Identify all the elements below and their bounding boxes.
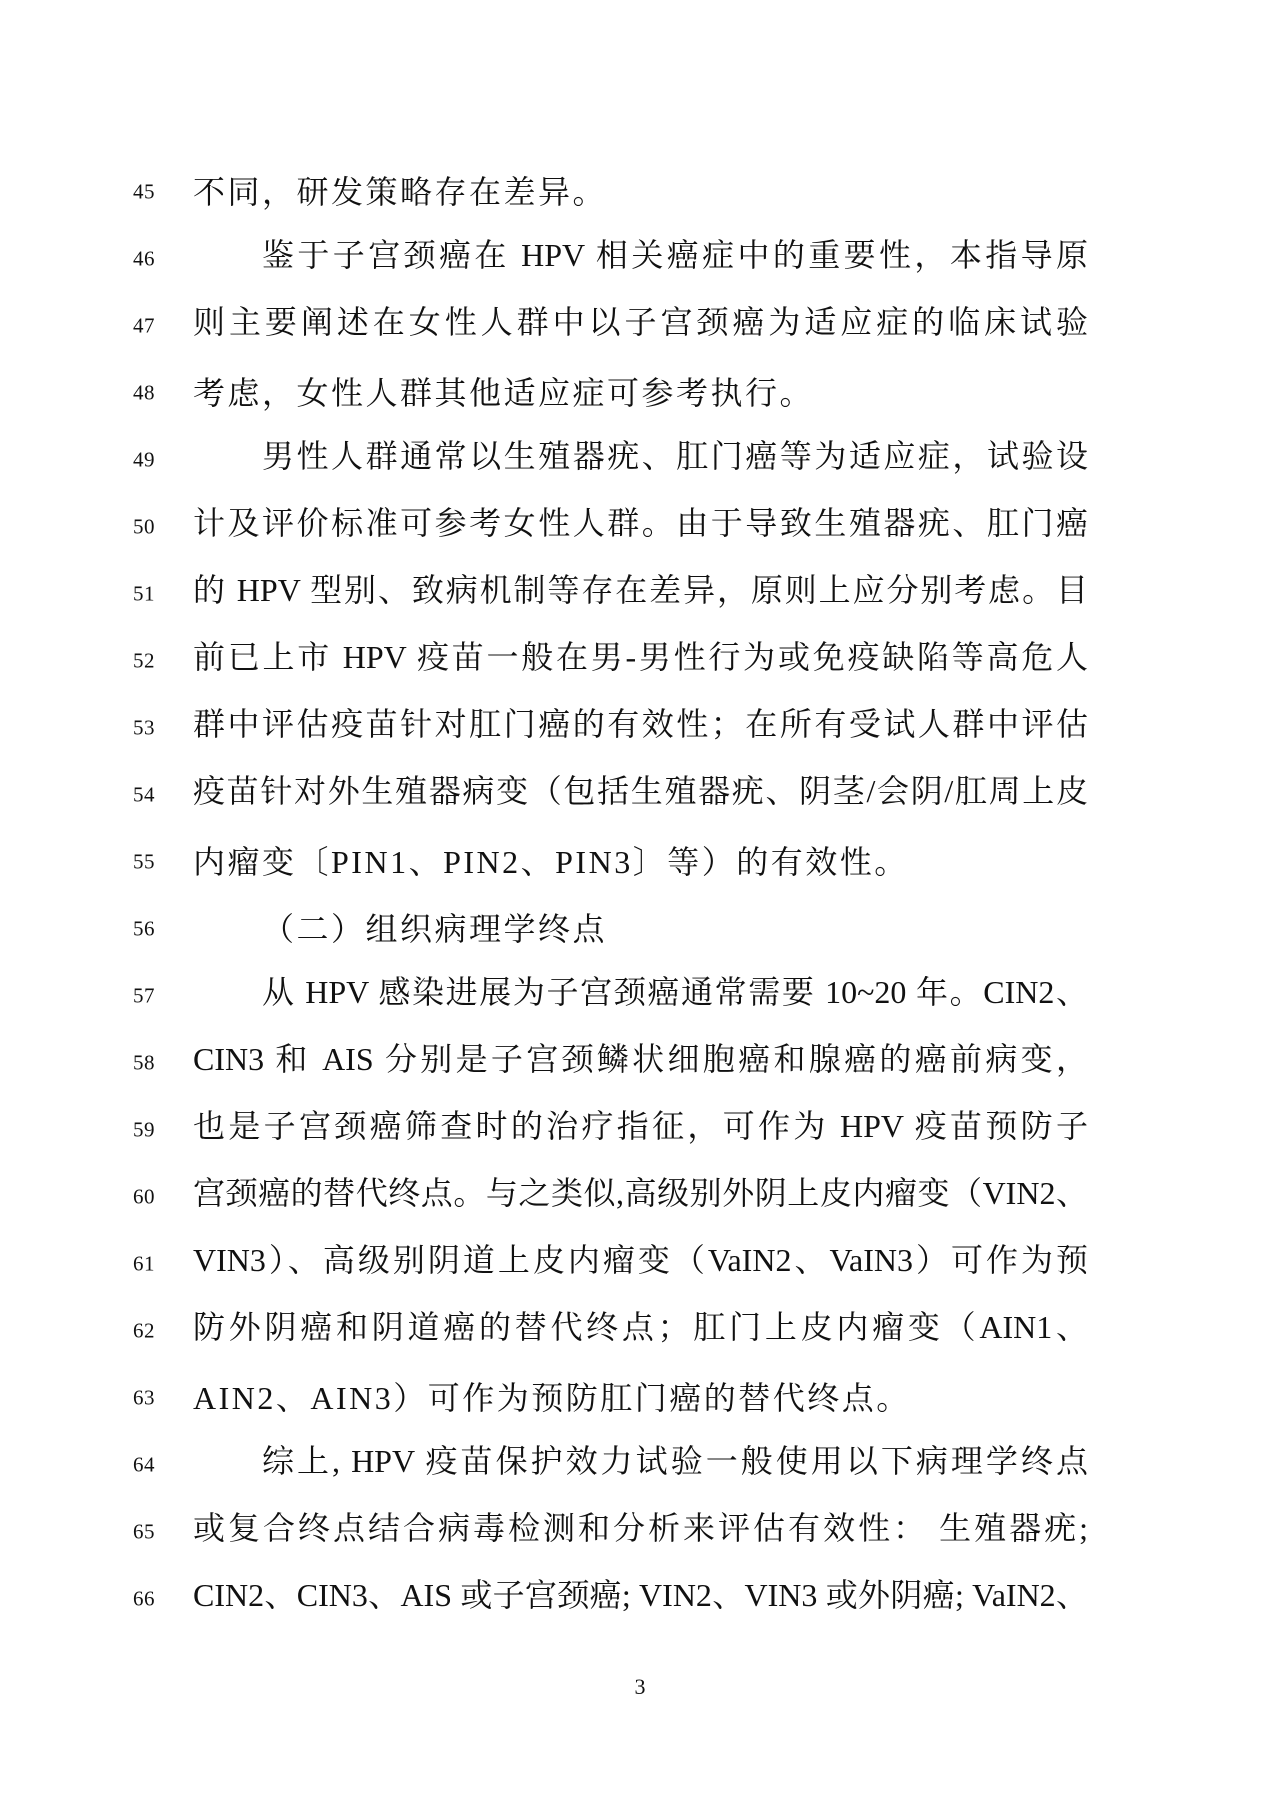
text-line (0, 1096, 1280, 1163)
line-text: （二）组织病理学终点 (262, 910, 608, 947)
line-text: VIN3）、高级别阴道上皮内瘤变（VaIN2、VaIN3）可作为预 (193, 1243, 1088, 1278)
text-line (0, 1163, 1280, 1230)
line-number: 49 (133, 447, 155, 471)
line-text: 的 HPV 型别、致病机制等存在差异，原则上应分别考虑。目 (193, 573, 1088, 608)
line-number: 54 (133, 782, 155, 806)
text-line (0, 225, 1280, 292)
line-text: 从 HPV 感染进展为子宫颈癌通常需要 10~20 年。CIN2、 (262, 975, 1088, 1010)
text-line (0, 493, 1280, 560)
line-text: 综上, HPV 疫苗保护效力试验一般使用以下病理学终点 (262, 1444, 1088, 1479)
line-number: 66 (133, 1586, 155, 1610)
text-line (0, 1498, 1280, 1565)
text-line (0, 359, 1280, 426)
line-text: CIN2、CIN3、AIS 或子宫颈癌; VIN2、VIN3 或外阴癌; VaIN2、 (193, 1578, 1088, 1613)
text-line (0, 426, 1280, 493)
text-line (0, 1029, 1280, 1096)
text-line (0, 1230, 1280, 1297)
line-number: 53 (133, 715, 155, 739)
text-line (0, 761, 1280, 828)
text-line (0, 292, 1280, 359)
line-number: 52 (133, 648, 155, 672)
line-text: 内瘤变〔PIN1、PIN2、PIN3〕等）的有效性。 (193, 843, 909, 880)
text-body (0, 158, 1280, 1632)
line-text: 考虑，女性人群其他适应症可参考执行。 (193, 374, 815, 411)
line-text: 或复合终点结合病毒检测和分析来评估有效性： 生殖器疣; (193, 1511, 1088, 1546)
line-number: 60 (133, 1184, 155, 1208)
line-number: 63 (133, 1385, 155, 1409)
line-text: CIN3 和 AIS 分别是子宫颈鳞状细胞癌和腺癌的癌前病变， (193, 1042, 1088, 1077)
line-number: 58 (133, 1050, 155, 1074)
line-number: 55 (133, 849, 155, 873)
page-number: 3 (634, 1674, 646, 1699)
line-number: 56 (133, 916, 155, 940)
line-number: 57 (133, 983, 155, 1007)
line-text: 前已上市 HPV 疫苗一般在男-男性行为或免疫缺陷等高危人 (193, 640, 1088, 675)
line-text: AIN2、AIN3）可作为预防肛门癌的替代终点。 (193, 1379, 911, 1416)
text-line (0, 1431, 1280, 1498)
line-text: 计及评价标准可参考女性人群。由于导致生殖器疣、肛门癌 (193, 506, 1088, 541)
text-line (0, 627, 1280, 694)
line-number: 46 (133, 246, 155, 270)
line-number: 48 (133, 380, 155, 404)
line-text: 宫颈癌的替代终点。与之类似,高级别外阴上皮内瘤变（VIN2、 (193, 1176, 1088, 1211)
line-text: 也是子宫颈癌筛查时的治疗指征，可作为 HPV 疫苗预防子 (193, 1109, 1088, 1144)
line-number: 50 (133, 514, 155, 538)
line-number: 62 (133, 1318, 155, 1342)
line-number: 47 (133, 313, 155, 337)
line-text: 疫苗针对外生殖器病变（包括生殖器疣、阴茎/会阴/肛周上皮 (193, 774, 1088, 809)
line-number: 59 (133, 1117, 155, 1141)
text-line (0, 694, 1280, 761)
line-number: 45 (133, 179, 155, 203)
text-line (0, 962, 1280, 1029)
text-line (0, 560, 1280, 627)
line-text: 则主要阐述在女性人群中以子宫颈癌为适应症的临床试验 (193, 305, 1088, 340)
text-line (0, 1297, 1280, 1364)
line-number: 65 (133, 1519, 155, 1543)
text-line (0, 895, 1280, 962)
line-text: 群中评估疫苗针对肛门癌的有效性；在所有受试人群中评估 (193, 707, 1088, 742)
text-line (0, 1565, 1280, 1632)
text-line (0, 158, 1280, 225)
line-number: 61 (133, 1251, 155, 1275)
line-number: 64 (133, 1452, 155, 1476)
line-text: 防外阴癌和阴道癌的替代终点；肛门上皮内瘤变（AIN1、 (193, 1310, 1088, 1345)
line-text: 男性人群通常以生殖器疣、肛门癌等为适应症，试验设 (262, 439, 1088, 474)
line-text: 鉴于子宫颈癌在 HPV 相关癌症中的重要性，本指导原 (262, 238, 1088, 273)
text-line (0, 828, 1280, 895)
line-number: 51 (133, 581, 155, 605)
text-line (0, 1364, 1280, 1431)
line-text: 不同，研发策略存在差异。 (193, 173, 608, 210)
